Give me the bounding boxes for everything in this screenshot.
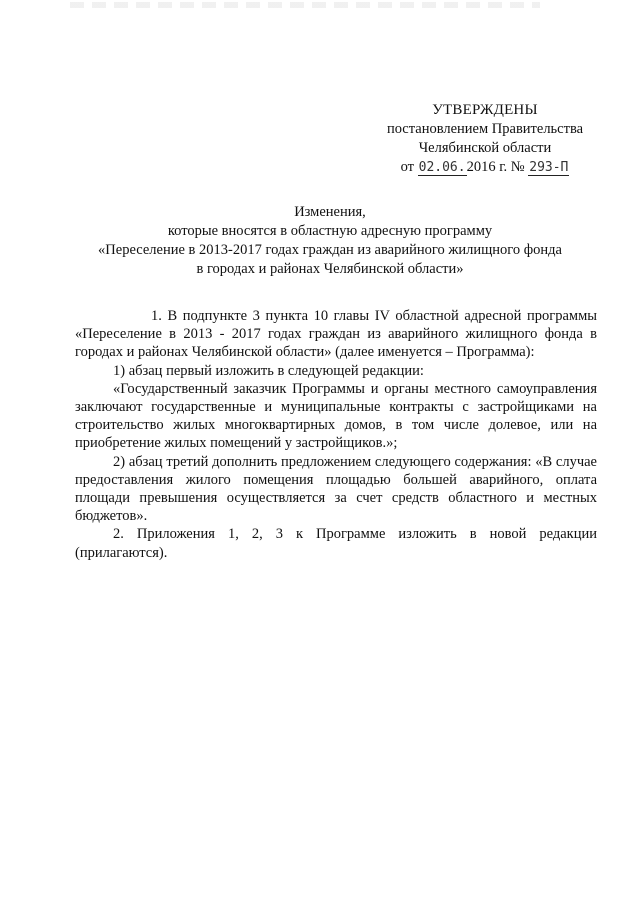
approval-date-line <box>380 158 590 177</box>
paragraph-item-1 <box>75 307 597 362</box>
title-line-2: которые вносятся в областную адресную программу <box>167 223 493 239</box>
approval-block <box>380 101 590 177</box>
paragraph-sub-2: 2) абзац третий дополнить предложением следующего содержания: «В случае предоставления жилого помещения площадью большей аварийного, оплата площади превышения осуществляется за счет средств областного и местных бюджетов». <box>75 453 597 525</box>
document-title <box>80 203 580 279</box>
document-body <box>75 307 597 562</box>
approval-line-2: Челябинской области <box>418 140 552 156</box>
handwritten-date: 02.06. <box>418 160 466 175</box>
paragraph-item-2: 2. Приложения 1, 2, 3 к Программе изложить в новой редакции (прилагаются). <box>75 526 597 561</box>
item-1-number: 1. <box>151 308 162 324</box>
date-prefix: от <box>400 159 414 175</box>
approval-heading: УТВЕРЖДЕНЫ <box>432 102 538 118</box>
year-suffix: 2016 г. <box>466 159 508 175</box>
approval-line-1: постановлением Правительства <box>386 121 584 137</box>
paragraph-sub-1: 1) абзац первый изложить в следующей редакции: <box>113 362 424 379</box>
item-1-text: В подпункте 3 пункта 10 главы IV областной адресной программы «Переселение в 2013 - 2017 годах граждан из аварийного жилищного фонда в городах и районах Челябинской области» (далее именуется – Программа): <box>75 308 598 361</box>
handwritten-number: 293-П <box>529 160 569 175</box>
title-line-3: «Переселение в 2013-2017 годах граждан из аварийного жилищного фонда <box>98 242 562 258</box>
scan-artifact <box>70 2 540 8</box>
title-line-1: Изменения, <box>294 204 366 220</box>
paragraph-quote-1: «Государственный заказчик Программы и органы местного самоуправления заключают государственные и муниципальные контракты с застройщиками на строительство жилых многоквартирных домов, в том числе долевое, или на приобретение жилых помещений у застройщиков.»; <box>75 380 597 452</box>
title-line-4: в городах и районах Челябинской области» <box>196 261 464 277</box>
number-sign: № <box>510 159 525 175</box>
